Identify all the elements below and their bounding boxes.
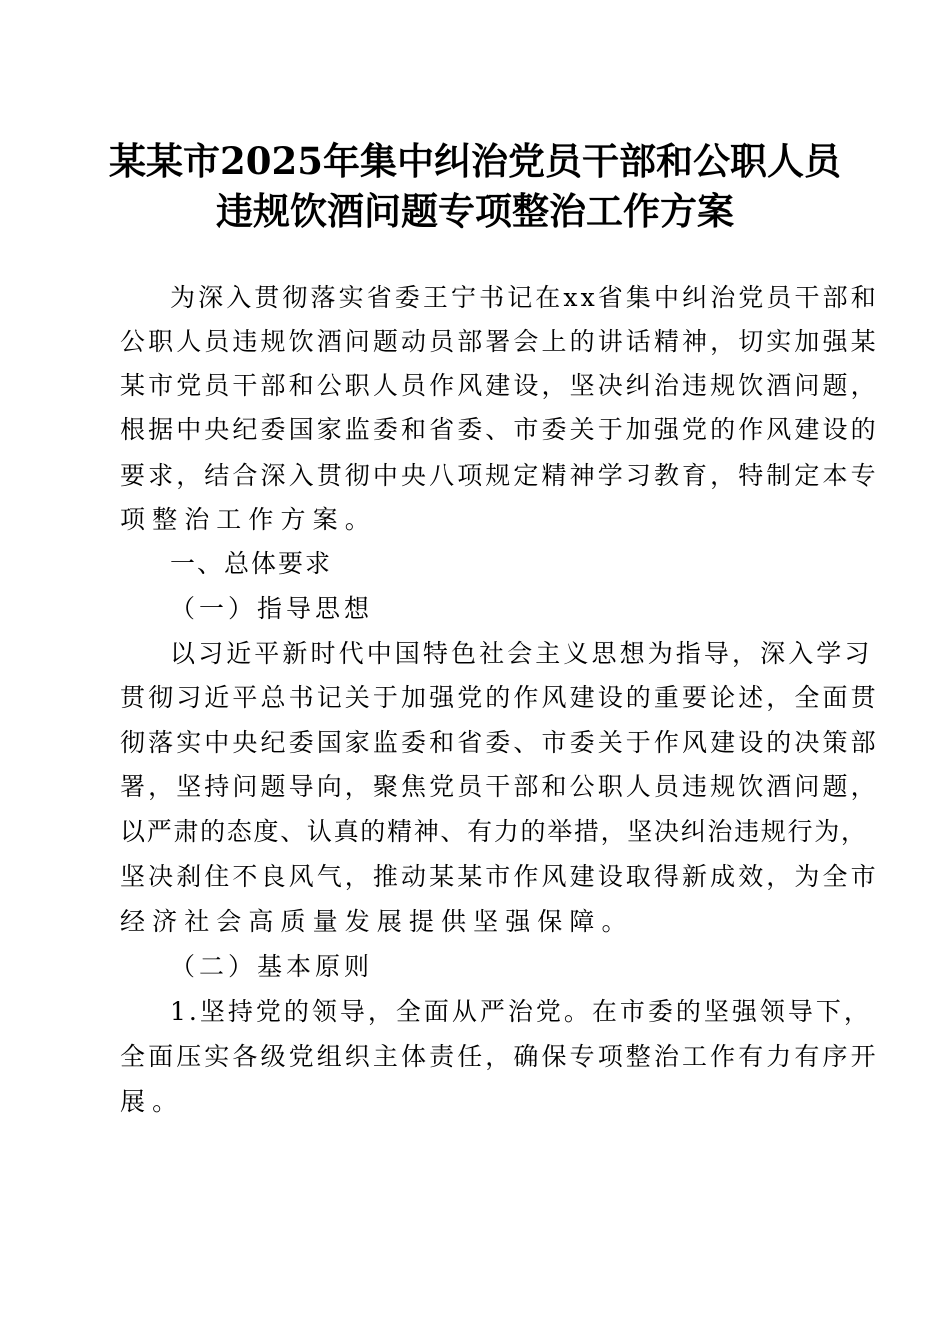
subsection-heading: （一）指导思想 (170, 594, 374, 623)
section-heading: 一、总体要求 (170, 549, 333, 578)
intro-line: 为深入贯彻落实省委王宁书记在xx省集中纠治党员干部和 (170, 283, 879, 312)
paragraph-line: 以习近平新时代中国特色社会主义思想为指导，深入学习 (170, 639, 873, 668)
paragraph-line: 全面压实各级党组织主体责任，确保专项整治工作有力有序开 (120, 1042, 879, 1071)
intro-line: 项整治工作方案。 (120, 505, 377, 534)
subsection-heading: （二）基本原则 (170, 952, 374, 981)
paragraph-line: 贯彻习近平总书记关于加强党的作风建设的重要论述，全面贯 (120, 683, 879, 712)
intro-line: 某市党员干部和公职人员作风建设，坚决纠治违规饮酒问题， (120, 371, 879, 400)
paragraph-line: 展。 (120, 1087, 185, 1116)
paragraph-line: 以严肃的态度、认真的精神、有力的举措，坚决纠治违规行为， (120, 817, 868, 846)
document-title-line-2: 违规饮酒问题专项整治工作方案 (216, 189, 734, 233)
document-title-line-1: 某某市2025年集中纠治党员干部和公职人员 (109, 139, 841, 183)
paragraph-line: 署，坚持问题导向，聚焦党员干部和公职人员违规饮酒问题， (120, 772, 879, 801)
intro-line: 要求，结合深入贯彻中央八项规定精神学习教育，特制定本专 (120, 461, 879, 490)
paragraph-line: 1.坚持党的领导，全面从严治党。在市委的坚强领导下， (170, 997, 872, 1026)
paragraph-line: 彻落实中央纪委国家监委和省委、市委关于作风建设的决策部 (120, 728, 879, 757)
intro-line: 根据中央纪委国家监委和省委、市委关于加强党的作风建设的 (120, 415, 879, 444)
intro-line: 公职人员违规饮酒问题动员部署会上的讲话精神，切实加强某 (120, 327, 879, 356)
paragraph-line: 经济社会高质量发展提供坚强保障。 (120, 907, 634, 936)
paragraph-line: 坚决刹住不良风气，推动某某市作风建设取得新成效，为全市 (120, 862, 879, 891)
